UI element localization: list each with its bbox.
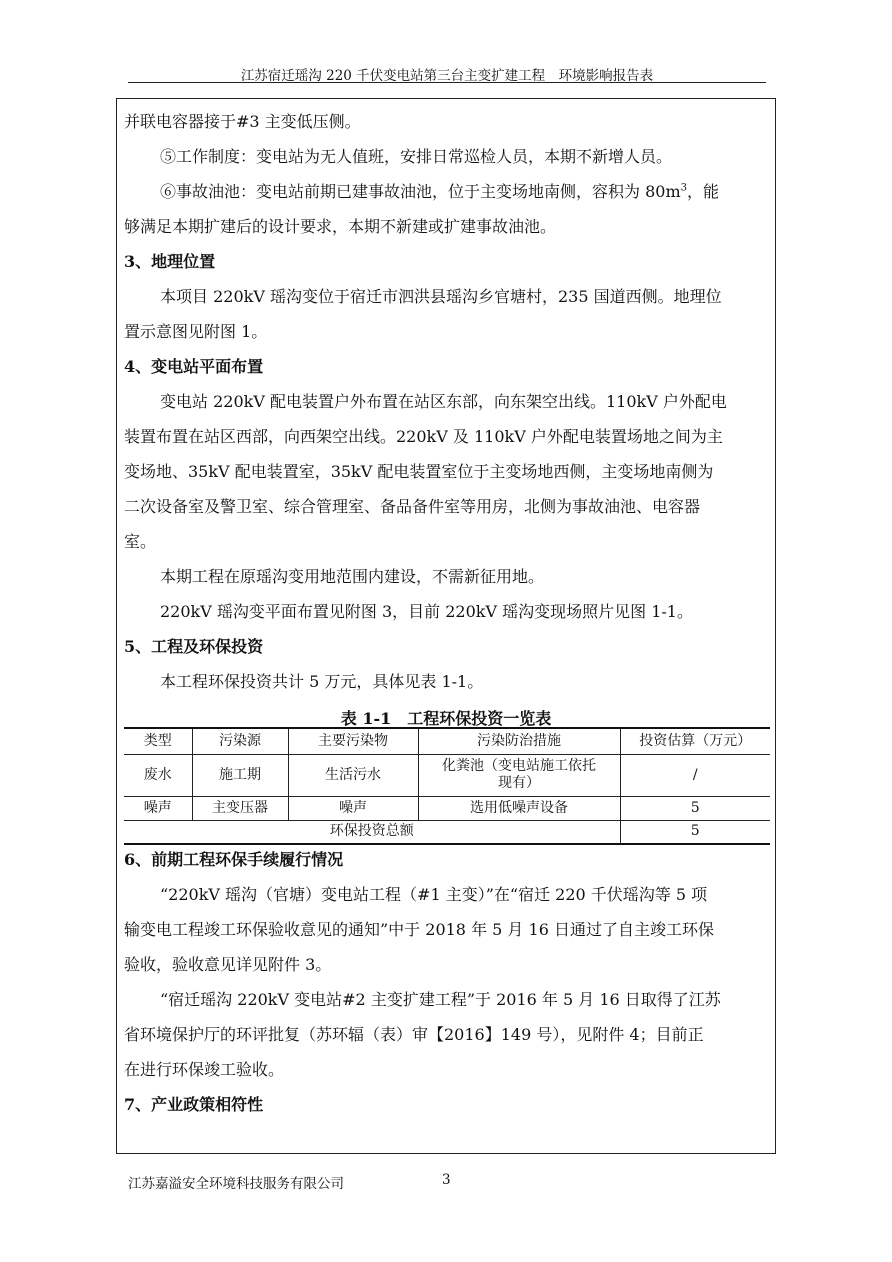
investment-table <box>124 727 770 845</box>
body-line: 装置布置在站区西部，向西架空出线。220kV 及 110kV 户外配电装置场地之间为主 <box>124 427 723 446</box>
table-header-cell: 主要污染物 <box>288 728 418 754</box>
table-total-label: 环保投资总额 <box>124 820 620 844</box>
table-cell: 施工期 <box>192 754 288 796</box>
table-row <box>124 796 770 820</box>
body-line: 省环境保护厅的环评批复（苏环辐（表）审【2016】149 号），见附件 4；目前正 <box>124 1025 704 1044</box>
page-header-title: 江苏宿迁瑶沟 220 千伏变电站第三台主变扩建工程 环境影响报告表 <box>240 68 654 84</box>
body-line: 二次设备室及警卫室、综合管理室、备品备件室等用房，北侧为事故油池、电容器 <box>124 497 701 516</box>
body-line: 置示意图见附图 1。 <box>124 322 268 341</box>
body-text: ⑥事故油池：变电站前期已建事故油池，位于主变场地南侧，容积为 80m <box>160 182 681 201</box>
header-rule <box>128 82 766 83</box>
body-line: 变电站 220kV 配电装置户外布置在站区东部，向东架空出线。110kV 户外配电 <box>160 392 727 411</box>
table-header-cell: 类型 <box>124 728 192 754</box>
table-cell: 化粪池（变电站施工依托现有） <box>418 754 620 796</box>
body-line: 本项目 220kV 瑶沟变位于宿迁市泗洪县瑶沟乡官塘村，235 国道西侧。地理位 <box>160 287 722 306</box>
section-heading: 6、前期工程环保手续履行情况 <box>124 850 344 869</box>
body-line: “宿迁瑶沟 220kV 变电站#2 主变扩建工程”于 2016 年 5 月 16 日取得了江苏 <box>160 990 721 1009</box>
body-line: 变场地、35kV 配电装置室，35kV 配电装置室位于主变场地西侧，主变场地南侧为 <box>124 462 714 481</box>
table-cell: 废水 <box>124 754 192 796</box>
body-line <box>160 182 770 202</box>
table-header-row <box>124 728 770 754</box>
body-line: 本工程环保投资共计 5 万元，具体见表 1-1。 <box>160 672 484 691</box>
table-cell: 主变压器 <box>192 796 288 820</box>
body-line: 输变电工程竣工环保验收意见的通知”中于 2018 年 5 月 16 日通过了自主竣工环保 <box>124 920 714 939</box>
footer-company: 江苏嘉溢安全环境科技服务有限公司 <box>128 1176 344 1192</box>
body-line: 够满足本期扩建后的设计要求，本期不新建或扩建事故油池。 <box>124 217 557 236</box>
body-line: 室。 <box>124 532 157 551</box>
body-line: ⑤工作制度：变电站为无人值班，安排日常巡检人员，本期不新增人员。 <box>160 147 673 166</box>
table-cell: / <box>620 754 770 796</box>
superscript: 3 <box>680 182 687 194</box>
section-heading: 3、地理位置 <box>124 252 216 271</box>
table-total-row <box>124 820 770 844</box>
table-row <box>124 754 770 796</box>
body-line: 验收，验收意见详见附件 3。 <box>124 955 332 974</box>
table-cell: 5 <box>620 796 770 820</box>
table-header-cell: 投资估算（万元） <box>620 728 770 754</box>
body-line: 在进行环保竣工验收。 <box>124 1060 285 1079</box>
table-cell: 生活污水 <box>288 754 418 796</box>
table-cell: 噪声 <box>288 796 418 820</box>
table-cell: 噪声 <box>124 796 192 820</box>
table-total-value: 5 <box>620 820 770 844</box>
body-line: 并联电容器接于#3 主变低压侧。 <box>124 112 361 131</box>
body-line: 本期工程在原瑶沟变用地范围内建设，不需新征用地。 <box>160 567 545 586</box>
table-cell: 选用低噪声设备 <box>418 796 620 820</box>
table-header-cell: 污染源 <box>192 728 288 754</box>
body-text: ，能 <box>687 182 720 201</box>
section-heading: 4、变电站平面布置 <box>124 357 264 376</box>
body-line: 220kV 瑶沟变平面布置见附图 3，目前 220kV 瑶沟变现场照片见图 1-1。 <box>160 602 693 621</box>
section-heading: 7、产业政策相符性 <box>124 1095 264 1114</box>
table-header-cell: 污染防治措施 <box>418 728 620 754</box>
body-line: “220kV 瑶沟（官塘）变电站工程（#1 主变）”在“宿迁 220 千伏瑶沟等 5 项 <box>160 885 708 904</box>
section-heading: 5、工程及环保投资 <box>124 637 264 656</box>
page-number: 3 <box>442 1172 451 1188</box>
table-caption: 表 1-1 工程环保投资一览表 <box>340 709 552 728</box>
